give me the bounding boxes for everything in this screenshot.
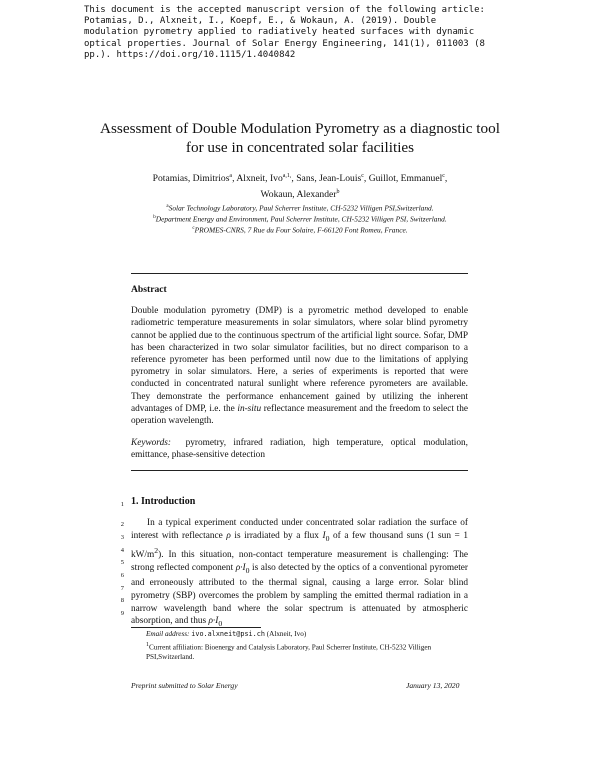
abstract-top-rule [131,273,468,274]
math-subscript: 0 [325,533,330,543]
abstract-text-part: Double modulation pyrometry (DMP) is a pyrometric method developed to enable radiometric temperature measurements in solar simulators, where solar blind pyrometry cannot be applied due to the continuous spectrum of the artificial light source. Sofar, DMP has been characterized in two solar simulator facilities, but no direct comparison to a reference pyrometer has been performed until now due to the limitations of applying pyrometry in solar simulators. Here, a series of experiments is reported that were conducted in concentrated natural sunlight where reference pyrometers are available. They demonstrate the performance enhancement gained by utilizing the inherent advantages of DMP, i.e. the [131,306,468,414]
author-name: Alxneit, Ivo [236,173,283,185]
footnote-email [131,630,468,639]
line-number: 2 [120,521,124,528]
abstract-bottom-rule [131,470,468,471]
affiliation-mark: b [153,215,156,221]
keywords-label: Keywords: [131,438,171,448]
affiliation-text: Department Energy and Environment, Paul Scherrer Institute, CH-5232 Villigen PSI, Switzerland. [155,214,447,224]
author-affil-mark: b [336,188,340,195]
author-affil-mark: c [442,173,445,179]
abstract-heading: Abstract [131,284,167,295]
affiliations [100,202,500,236]
math-symbol: I [322,530,326,541]
footnote-current-affiliation [131,641,468,662]
abstract-text-part: reflectance measurement and the freedom to select the operation wavelength. [131,403,468,427]
math-superscript: 2 [154,546,159,556]
footer-preprint-note: Preprint submitted to Solar Energy [131,681,238,690]
manuscript-notice: This document is the accepted manuscript version of the following article: Potamias, D., Alxneit, I., Koepf, E., & Wokaun, A. (2019). Double modulation pyrometry applied to radiatively heated surfaces with dynamic optical properties. Journal of Solar Energy Engineering, 141(1), 011003 (8 pp.). https://doi.org/10.1115/1.4040842 [84,5,485,60]
math-symbol: ρ·I [208,616,219,627]
abstract-section [131,284,468,427]
line-number: 8 [120,597,124,604]
math-subscript: 0 [218,619,223,629]
author-name: Guillot, Emmanuel [368,173,443,185]
text-run: ). In this situation, non-contact temperature measurement is challenging: The strong reflected component [131,550,468,573]
keywords-text: pyrometry, infrared radiation, high temperature, optical modulation, emittance, phase-sensitive detection [131,438,468,461]
text-run: is irradiated by a flux [230,530,323,541]
line-number: 9 [120,610,124,617]
text-run: of a few thousand suns (1 sun = 1 kW/m [131,530,468,561]
line-number: 1 [120,501,124,508]
text-run: is also detected by the optics of a conventional pyrometer and erroneously attributed to the thermal signal, causing a large error. Solar blind pyrometry (SBP) overcomes the problem by sampling the emitted thermal radiation in a narrow wavelength band where the solar spectrum is attenuated by atmospheric absorption, and thus [131,562,468,627]
text-run: In a typical experiment conducted under concentrated solar radiation the surface of interest with reflectance [131,518,468,541]
math-symbol: ρ·I [235,562,246,573]
line-number: 3 [120,534,124,541]
footnote-mark: 1 [146,642,149,649]
author-name: Sans, Jean-Louis [296,173,362,185]
author-affil-mark: a,1, [282,173,292,179]
abstract-text [131,305,468,427]
affiliation-b [100,213,500,224]
line-number: 5 [120,559,124,566]
keywords [131,437,468,461]
abstract-text-italic: in-situ [237,403,262,414]
affiliation-c [100,224,500,235]
email-label: Email address: [146,630,190,638]
author-name: Potamias, Dimitrios [152,173,230,185]
footnote-text: Current affiliation: Bioenergy and Catalysis Laboratory, Paul Scherrer Institute, CH-5232 Villigen PSI,Switzerland. [146,643,432,661]
line-number: 4 [120,547,124,554]
paper-title: Assessment of Double Modulation Pyrometry as a diagnostic tool for use in concentrated solar facilities [100,120,500,156]
introduction-paragraph [131,517,468,631]
affiliation-text: Solar Technology Laboratory, Paul Scherrer Institute, CH-5232 Villigen PSI,Switzerland. [168,203,434,213]
section-heading-introduction: 1. Introduction [131,496,196,507]
footer-date: January 13, 2020 [406,681,460,690]
email-owner: (Alxneit, Ivo) [266,630,307,638]
line-number: 6 [120,572,124,579]
line-number: 7 [120,585,124,592]
affiliation-a [100,202,500,213]
affiliation-text: PROMES-CNRS, 7 Rue du Four Solaire, F-66120 Font Romeu, France. [194,225,408,235]
math-symbol: ρ [226,530,231,541]
footnotes [131,625,468,662]
math-subscript: 0 [245,565,250,575]
author-name: Wokaun, Alexander [260,188,337,200]
author-list: Potamias, Dimitrios$^a$, Alxneit, Ivo$^{a,1,}$, Sans, Jean-Louis$^c$, Guillot, Emmanuel$^c$, Wokaun, Alexander$^b$ [152,173,448,200]
email-address[interactable]: ivo.alxneit@psi.ch [191,630,265,638]
author-affil-mark: a [229,173,233,179]
affiliation-mark: c [192,226,195,232]
author-affil-mark: c [361,173,364,179]
affiliation-mark: a [166,204,169,209]
